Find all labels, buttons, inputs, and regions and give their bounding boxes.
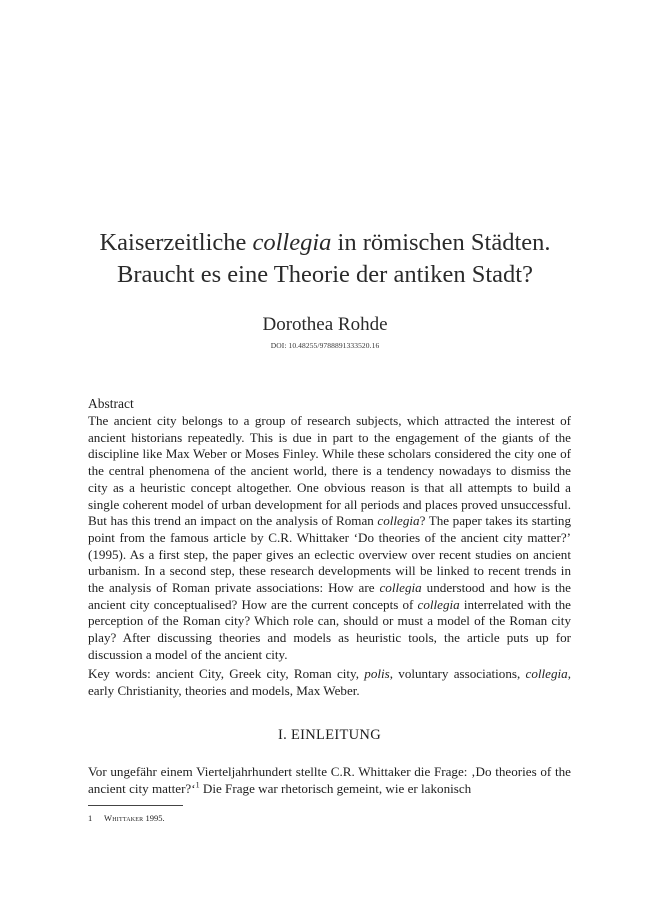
footnote-reference[interactable]: 1 — [195, 780, 200, 790]
footnote-author: Whittaker — [104, 813, 144, 823]
intro-part-1: Vor ungefähr einem Vierteljahrhundert stellte C.R. Whittaker die Frage: ‚Do theories of the ancient city matter?‘ — [88, 764, 571, 796]
footnote — [88, 813, 165, 824]
intro-part-2: Die Frage war rhetorisch gemeint, wie er lakonisch — [199, 780, 472, 796]
keywords-part-1: Key words: ancient City, Greek city, Roman city, — [88, 666, 365, 681]
paper-title — [60, 227, 590, 291]
keywords-part-2: , voluntary associations, — [389, 666, 526, 681]
abstract-part-3: understood and how is the ancient city conceptualised? How are the current concepts of — [88, 580, 571, 612]
footnote-divider — [88, 805, 183, 806]
abstract-italic-1: collegia — [377, 513, 420, 529]
abstract-italic-2: collegia — [379, 580, 422, 596]
footnote-year: 1995. — [143, 813, 165, 823]
abstract-part-1: The ancient city belongs to a group of research subjects, which attracted the interest of ancient historians repeatedly. This is due in part to the engagement of the giants of the discipline like Max Weber or Moses Finley. While these scholars considered the city one of the central phenomena of the ancient world, there is a tendency nowadays to dismiss the city as a heuristic concept altogether. One obvious reason is that all attempts to build a single coherent model of urban development for all periods and places proved unsuccessful. But has this trend an impact on the analysis of Roman — [88, 413, 571, 529]
keyword-collegia: collegia — [525, 666, 568, 681]
doi-label: DOI: 10.48255/9788891333520.16 — [270, 341, 380, 350]
keywords-part-3: , early Christianity, theories and models, Max Weber. — [88, 666, 571, 698]
abstract-part-4: interrelated with the perception of the Roman city? Which role can, should or must a model of the Roman city play? After discussing theories and models as heuristic tools, the article puts up for discussion a model of the ancient city. — [88, 596, 571, 662]
section-heading: I. EINLEITUNG — [278, 727, 381, 743]
keywords — [88, 666, 571, 699]
intro-paragraph — [88, 764, 571, 797]
title-line1-text: Kaiserzeitliche — [99, 229, 253, 256]
title-line1-end: in römischen Städten. — [331, 229, 551, 256]
title-line2: Braucht es eine Theorie der antiken Stadt? — [117, 261, 533, 288]
keyword-polis: polis — [364, 666, 390, 681]
abstract-italic-3: collegia — [417, 596, 460, 612]
abstract-heading: Abstract — [88, 396, 134, 411]
title-italic-term: collegia — [252, 229, 332, 256]
abstract-text — [88, 413, 571, 664]
author-name: Dorothea Rohde — [262, 314, 388, 335]
footnote-number: 1 — [88, 813, 93, 823]
abstract-part-2: ? The paper takes its starting point from the famous article by C.R. Whittaker ‘Do theories of the ancient city matter?’ (1995). As a first step, the paper gives an eclectic overview over recent studies on ancient urbanism. In a second step, these research developments will be linked to recent trends in the analysis of Roman private associations: How are — [88, 513, 571, 596]
